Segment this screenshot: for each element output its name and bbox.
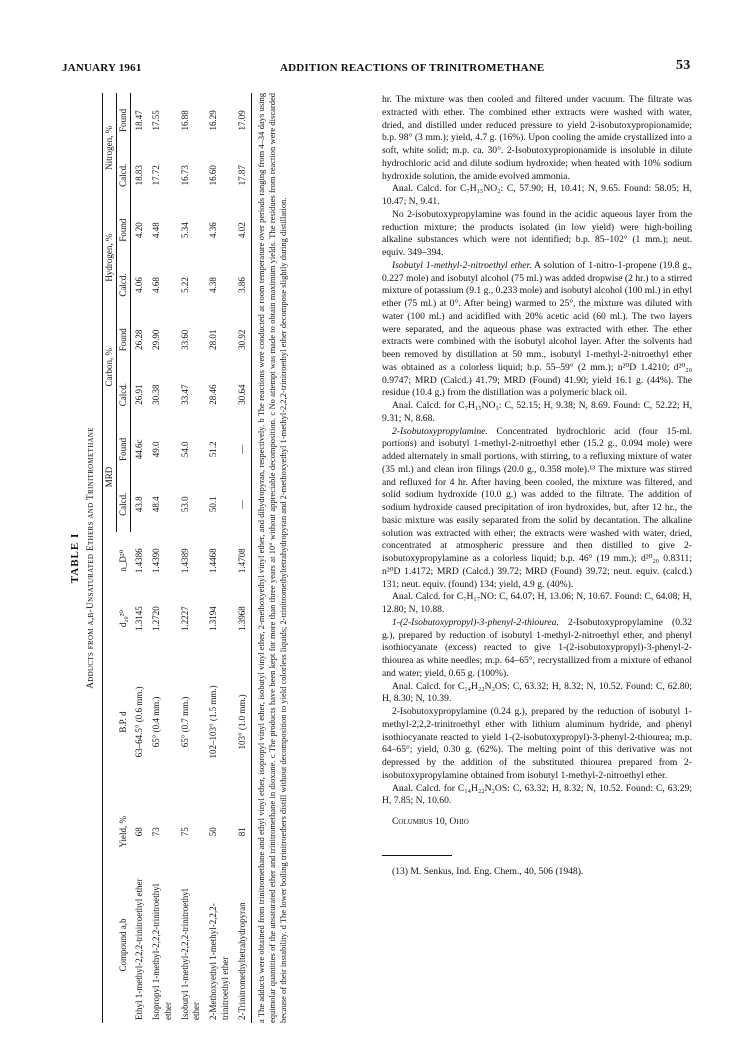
cell-yield: 68 (133, 827, 144, 837)
cell-mrd-found: 44.6c (134, 439, 145, 460)
cell-c-found: 28.01 (208, 329, 219, 350)
paragraph-text: A solution of 1-nitro-1-propene (19.8 g., 0.227 mole) and isobutyl alcohol (75 ml.) was added dropwise (2 hr.) to a stirred mixture of potassium (9.1 g., 0.233 mole) and isobutyl alcohol (100 ml.) in ethyl ether (75 ml.) at 0°. After being) warmed to 25°, the mixture was diluted with water (100 ml.) and acidified with 20% acetic acid (60 ml.). The two layers were separated, and the aqueous phase was extracted with ether. The ether extracts were combined with the isobutyl alcohol layer. After the solvents had been removed by distillation at 50 mm., isobutyl 1-methyl-2-nitroethyl ether was obtained as a colorless liquid; b.p. 55–59° (2 mm.); n²⁰D 1.4210; d²⁰₂₀ 0.9747; MRD (Calcd.) 41.79; MRD (Found) 41.90; yield 16.1 g. (44%). The residue (10.4 g.) from the distillation was a polymeric black oil. (382, 259, 692, 399)
cell-mrd-found: 54.0 (179, 441, 190, 458)
paragraph-text: Concentrated hydrochloric acid (four 15-ml. portions) and isobutyl 1-methyl-2-nitroethyl ether (15.2 g., 0.094 mole) were added alternately in small portions, with stirring, to a refluxing mixture of water (35 ml.) and clean iron filings (20.0 g., 0.358 mole).¹³ The mixture was stirred and refluxed for 4 hr. After having been cooled, the mixture was filtered, and solid sodium hydroxide (10.0 g.) was added to the filtrate. The addition of sodium hydroxide caused precipitation of iron hydroxides, but, after 12 hr., the basic mixture was easily separated from the solid by decantation. The alkaline solution was extracted with ether; the extracts were washed with water, dried, concentrated at atmospheric pressure and then distilled to give 2-isobutoxypropylamine as a colorless liquid; b.p. 46° (19 mm.); d²⁰₂₀ 0.8311; n²⁰D 1.4172; MRD (Calcd.) 39.72; MRD (Found) 39.72; neut. equiv. (calcd.) 131; neut. equiv. (found) 134; yield, 4.9 g. (40%). (382, 425, 692, 590)
cell-compound: Isopropyl 1-methyl-2,2,2-trinitroethyl ether (151, 883, 173, 1020)
cell-n-found: 17.09 (234, 93, 252, 148)
paragraph: 2-Isobutoxypropylamine (0.24 g.), prepared by the reduction of isobutyl 1-methyl-2,2,2-trinitroethyl ether with lithium aluminum hydride, and phenyl isothiocyanate reacted to yield 1-(2-isobutoxypropyl)-3-phenyl-2-thiourea; m.p. 64–65°; yield, 0.30 g. (62%). The melting point of this derivative was not depressed by the addition of the substituted thiourea prepared from 2-isobutoxypropylamine obtained from isobutyl 1-methyl-2-nitroethyl ether. (382, 706, 692, 781)
cell-h-found: 4.20 (134, 222, 145, 238)
cell-n-calcd: 17.72 (151, 165, 162, 186)
section-heading: 2-Isobutoxypropylamine. (392, 425, 488, 437)
cell-compound: 2-Methoxyethyl 1-methyl-2,2,2-trinitroethyl ether (208, 903, 230, 1020)
table-row (131, 93, 149, 1023)
cell-h-found: 4.36 (208, 222, 219, 238)
table-title: TABLE I (69, 532, 81, 584)
running-header-title: ADDITION REACTIONS OF TRINITROMETHANE (280, 62, 545, 74)
cell-mrd-found: — (234, 422, 252, 477)
cell-c-calcd: 26.91 (134, 384, 145, 405)
cell-mrd-calcd: 50.1 (208, 496, 219, 513)
cell-c-found: 30.92 (234, 312, 252, 367)
col-carbon: Carbon, % (102, 312, 116, 422)
cell-c-calcd: 30.64 (234, 367, 252, 422)
col-mrd: MRD (102, 422, 116, 532)
cell-n-found: 16.88 (179, 110, 190, 131)
col-hydrogen-calcd: Calcd. (116, 257, 130, 312)
cell-n-calcd: 18.83 (134, 165, 145, 186)
paragraph (382, 426, 692, 592)
footnote: (13) M. Senkus, Ind. Eng. Chem., 40, 506 (1948). (392, 865, 584, 877)
paragraph: Anal. Calcd. for C₁₄H₂₂N₂OS: C, 63.32; H, 8.32; N, 10.52. Found: C, 62.80; H, 8.30; N, 10.39. (382, 680, 692, 705)
col-nitrogen: Nitrogen, % (102, 93, 116, 203)
cell-c-calcd: 30.38 (151, 384, 162, 405)
data-table (102, 93, 253, 1023)
col-density: d₂₀²⁰ (102, 590, 131, 648)
cell-n-found: 17.55 (151, 110, 162, 131)
cell-mrd-calcd: — (234, 477, 252, 532)
cell-yield: 73 (151, 827, 162, 837)
col-nitrogen-calcd: Calcd. (116, 148, 130, 203)
table-footnotes: a The adducts were obtained from trinitromethane and ethyl vinyl ether, isopropyl vinyl ether, isobutyl vinyl ether, 2-methoxyethyl vinyl ether, and dihydropyran, respectively. b The reactions were conducted at room temperature over periods ranging from 4–34 days using equimolar quantities of the unsaturated ether and trinitromethane in dioxane. c The products have been kept for more than three years at 10° without appreciable decomposition. c No attempt was made to obtain maximum yields. The residues from reaction were discarded because of their instability. d The lower boiling trinitroethers distill without decomposition to yield colorless liquids; 2-trinitromethyltetrahydropyran and 2-methoxyethyl 1-methyl-2,2,2-trinitroethyl ether decompose slightly during distillation. (256, 93, 289, 1023)
footnote-divider (382, 855, 452, 856)
cell-density: 1.3968 (234, 590, 252, 648)
cell-n-calcd: 17.87 (234, 148, 252, 203)
section-heading: Isobutyl 1-methyl-2-nitroethyl ether. (392, 259, 532, 271)
cell-h-calcd: 5.22 (179, 277, 190, 293)
table-subtitle: Adducts from α,β-Unsaturated Ethers and Trinitromethane (85, 427, 96, 689)
cell-n-found: 18.47 (134, 110, 145, 131)
cell-yield: 81 (234, 796, 252, 867)
cell-bp: 103° (1.0 mm.) (234, 648, 252, 797)
cell-density: 1.2227 (179, 606, 190, 631)
col-compound: Compound a,b (102, 867, 131, 1023)
paragraph (382, 617, 692, 681)
paragraph-text: 2-Isobutoxypropylamine (0.32 g.), prepared by reduction of isobutyl 1-methyl-2-nitroethyl ether, and phenyl isothiocyanate (excess) reacted to give 1-(2-isobutoxypropyl)-3-phenyl-2-thiourea as white needles; m.p. 64–65°, recrystallized from a mixture of ethanol and water; yield, 0.65 g. (100%). (382, 616, 692, 679)
cell-refractive-index: 1.4389 (179, 548, 190, 574)
cell-n-found: 16.29 (208, 110, 219, 131)
paragraph: Anal. Calcd. for C₁₄H₂₂N₂OS: C, 63.32; H, 8.32; N, 10.52. Found: C, 63.29; H, 7.85; N, 10.60. (382, 782, 692, 807)
col-refractive-index: n_D²⁰ (102, 532, 131, 590)
cell-yield: 50 (208, 827, 219, 837)
cell-c-found: 29.90 (151, 329, 162, 350)
cell-compound: Isobutyl 1-methyl-2,2,2-trinitroethyl ether (179, 888, 202, 1020)
author-location: Columbus 10, Ohio (392, 816, 469, 827)
paragraph: Anal. Calcd. for C₇H₁₇NO: C, 64.07; H, 13.06; N, 10.67. Found: C, 64.08; H, 12.80; N, 10.88. (382, 591, 692, 615)
cell-bp: 63–64.5° (0.6 mm.) (133, 686, 144, 758)
paragraph (382, 260, 692, 400)
col-bp: B.P. d (102, 648, 131, 797)
cell-n-calcd: 16.60 (208, 165, 219, 186)
cell-density: 1.2720 (151, 606, 162, 631)
cell-c-found: 26.28 (134, 329, 145, 350)
table-block (67, 93, 347, 1023)
col-carbon-found: Found (116, 312, 130, 367)
paragraph: Anal. Calcd. for C₇H₁₅NO₂: C, 57.90; H, 10.41; N, 9.65. Found: 58.05; H, 10.47; N, 9.41. (382, 183, 692, 207)
col-nitrogen-found: Found (116, 93, 130, 148)
cell-h-calcd: 4.68 (151, 277, 162, 293)
paragraph: hr. The mixture was then cooled and filtered under vacuum. The filtrate was extracted with ether. The combined ether extracts were washed with water, dried, and distilled under reduced pressure to yield 2-isobutoxypropionamide; b.p. 98° (3 mm.); yield, 4.7 g. (16%). Upon cooling the amide crystallized into a soft, white solid; m.p. ca. 30°. 2-Isobutoxypropionamide is insoluble in dilute hydrochloric acid and dilute sodium hydroxide; when heated with 10% sodium hydroxide solution, the amide evolved ammonia. (382, 94, 692, 182)
cell-density: 1.3194 (208, 606, 219, 631)
cell-compound: Ethyl 1-methyl-2,2,2-trinitroethyl ether (133, 878, 144, 1020)
page-number: 53 (676, 58, 691, 73)
cell-h-found: 4.48 (151, 222, 162, 238)
cell-mrd-calcd: 48.4 (151, 496, 162, 513)
running-header-date: JANUARY 1961 (62, 62, 142, 74)
cell-c-calcd: 28.46 (208, 384, 219, 405)
cell-h-calcd: 4.38 (208, 277, 219, 293)
cell-refractive-index: 1.4386 (133, 548, 144, 574)
col-yield: Yield, % (102, 796, 131, 867)
cell-yield: 75 (179, 827, 190, 837)
cell-h-calcd: 3.86 (234, 257, 252, 312)
cell-h-calcd: 4.06 (134, 277, 145, 293)
cell-refractive-index: 1.4708 (234, 532, 252, 590)
col-mrd-calcd: Calcd. (116, 477, 130, 532)
paragraph: Anal. Calcd. for C₇H₁₅NO₃: C, 52.15; H, 9.38; N, 8.69. Found: C, 52.22; H, 9.31; N, 8.68. (382, 400, 692, 424)
cell-bp: 102–103° (1.5 mm.) (208, 685, 219, 759)
cell-refractive-index: 1.4390 (151, 548, 162, 574)
paragraph: No 2-isobutoxypropylamine was found in the acidic aqueous layer from the reduction mixture; the products isolated (in low yield) were high-boiling alkaline substances which were not identified; b.p. 85–102° (1 mm.); neut. equiv. 349–394. (382, 208, 692, 258)
cell-refractive-index: 1.4468 (208, 548, 219, 574)
table-row (234, 93, 252, 1023)
rotated-table (67, 93, 347, 1023)
cell-mrd-found: 51.2 (208, 441, 219, 458)
cell-bp: 65° (0.7 mm.) (179, 696, 190, 748)
cell-h-found: 5.34 (179, 222, 190, 238)
col-hydrogen: Hydrogen, % (102, 203, 116, 313)
cell-c-found: 33.60 (179, 329, 190, 350)
cell-mrd-calcd: 53.0 (179, 496, 190, 513)
right-text-column (382, 94, 692, 879)
col-mrd-found: Found (116, 422, 130, 477)
cell-h-found: 4.02 (234, 203, 252, 258)
cell-c-calcd: 33.47 (179, 384, 190, 405)
cell-bp: 65° (0.4 mm.) (151, 696, 162, 748)
table-row (148, 93, 177, 1023)
col-carbon-calcd: Calcd. (116, 367, 130, 422)
cell-n-calcd: 16.73 (179, 165, 190, 186)
table-row (205, 93, 234, 1023)
table-row (177, 93, 206, 1023)
section-heading: 1-(2-Isobutoxypropyl)-3-phenyl-2-thiourea. (392, 616, 559, 628)
cell-density: 1.3145 (133, 606, 144, 631)
col-hydrogen-found: Found (116, 203, 130, 258)
cell-compound: 2-Trinitromethyltetrahydropyran (234, 867, 252, 1023)
cell-mrd-calcd: 43.8 (134, 496, 145, 513)
cell-mrd-found: 49.0 (151, 441, 162, 458)
